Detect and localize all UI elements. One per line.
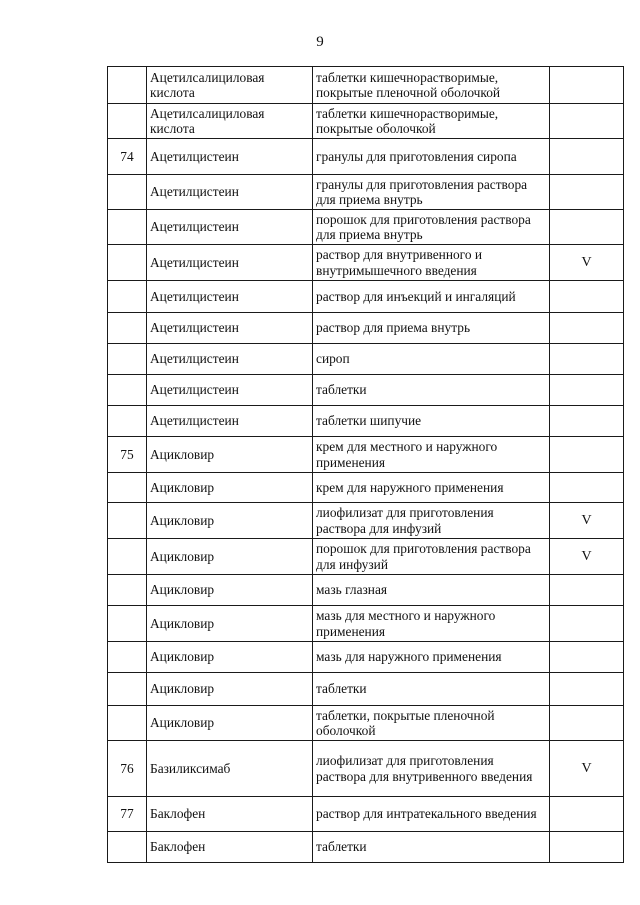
table-row [108, 139, 624, 175]
table-row [108, 797, 624, 832]
drug-name-cell: Ацетилсалициловая кислота [147, 104, 313, 139]
drug-name-cell: Ацетилцистеин [147, 281, 313, 313]
table-row [108, 406, 624, 437]
dosage-form-cell: крем для местного и наружного применения [313, 437, 550, 473]
row-number-cell [108, 406, 147, 437]
table-row [108, 245, 624, 281]
drug-name-cell: Ацетилцистеин [147, 344, 313, 375]
vital-mark-cell [550, 67, 624, 104]
dosage-form-cell: мазь глазная [313, 575, 550, 606]
drug-name-cell: Базиликсимаб [147, 741, 313, 797]
drug-name-cell: Ацикловир [147, 706, 313, 741]
table-row [108, 437, 624, 473]
dosage-form-cell: раствор для интратекального введения [313, 797, 550, 832]
vital-mark-cell [550, 210, 624, 245]
row-number-cell [108, 473, 147, 503]
vital-mark-cell: V [550, 245, 624, 281]
drug-name-cell: Ацетилцистеин [147, 210, 313, 245]
vital-mark-cell [550, 832, 624, 863]
table-row [108, 642, 624, 673]
vital-mark-cell [550, 642, 624, 673]
row-number-cell [108, 175, 147, 210]
row-number-cell: 74 [108, 139, 147, 175]
vital-mark-cell [550, 473, 624, 503]
dosage-form-cell: раствор для приема внутрь [313, 313, 550, 344]
table-row [108, 375, 624, 406]
drug-name-cell: Баклофен [147, 832, 313, 863]
dosage-form-cell: раствор для инъекций и ингаляций [313, 281, 550, 313]
table-row [108, 832, 624, 863]
table-row [108, 344, 624, 375]
dosage-form-cell: порошок для приготовления раствора для приема внутрь [313, 210, 550, 245]
drug-table [107, 66, 624, 863]
row-number-cell [108, 706, 147, 741]
row-number-cell: 77 [108, 797, 147, 832]
row-number-cell [108, 375, 147, 406]
drug-name-cell: Ацетилсалициловая кислота [147, 67, 313, 104]
dosage-form-cell: таблетки [313, 673, 550, 706]
drug-name-cell: Ацикловир [147, 673, 313, 706]
row-number-cell: 75 [108, 437, 147, 473]
dosage-form-cell: таблетки кишечнорастворимые, покрытые пленочной оболочкой [313, 67, 550, 104]
row-number-cell [108, 344, 147, 375]
row-number-cell [108, 606, 147, 642]
drug-name-cell: Ацикловир [147, 606, 313, 642]
vital-mark-cell [550, 673, 624, 706]
dosage-form-cell: крем для наружного применения [313, 473, 550, 503]
vital-mark-cell: V [550, 503, 624, 539]
vital-mark-cell [550, 406, 624, 437]
vital-mark-cell [550, 606, 624, 642]
dosage-form-cell: гранулы для приготовления сиропа [313, 139, 550, 175]
dosage-form-cell: порошок для приготовления раствора для инфузий [313, 539, 550, 575]
drug-name-cell: Ацетилцистеин [147, 139, 313, 175]
row-number-cell: 76 [108, 741, 147, 797]
vital-mark-cell: V [550, 741, 624, 797]
drug-name-cell: Ацикловир [147, 539, 313, 575]
page-number: 9 [316, 34, 324, 50]
dosage-form-cell: таблетки [313, 375, 550, 406]
dosage-form-cell: таблетки шипучие [313, 406, 550, 437]
vital-mark-cell [550, 706, 624, 741]
table-row [108, 575, 624, 606]
table-row [108, 606, 624, 642]
vital-mark-cell [550, 175, 624, 210]
table-row [108, 741, 624, 797]
drug-name-cell: Ацикловир [147, 437, 313, 473]
vital-mark-cell [550, 437, 624, 473]
row-number-cell [108, 104, 147, 139]
row-number-cell [108, 67, 147, 104]
table-row [108, 67, 624, 104]
drug-name-cell: Ацетилцистеин [147, 245, 313, 281]
table-row [108, 473, 624, 503]
drug-name-cell: Ацетилцистеин [147, 406, 313, 437]
drug-name-cell: Ацетилцистеин [147, 313, 313, 344]
row-number-cell [108, 642, 147, 673]
vital-mark-cell [550, 104, 624, 139]
table-row [108, 539, 624, 575]
drug-name-cell: Ацикловир [147, 503, 313, 539]
row-number-cell [108, 281, 147, 313]
table-row [108, 281, 624, 313]
table-row [108, 175, 624, 210]
row-number-cell [108, 245, 147, 281]
dosage-form-cell: таблетки [313, 832, 550, 863]
vital-mark-cell [550, 575, 624, 606]
drug-name-cell: Ацетилцистеин [147, 175, 313, 210]
vital-mark-cell [550, 313, 624, 344]
dosage-form-cell: гранулы для приготовления раствора для приема внутрь [313, 175, 550, 210]
drug-name-cell: Ацетилцистеин [147, 375, 313, 406]
vital-mark-cell [550, 139, 624, 175]
drug-name-cell: Ацикловир [147, 575, 313, 606]
row-number-cell [108, 832, 147, 863]
dosage-form-cell: лиофилизат для приготовления раствора для внутривенного введения [313, 741, 550, 797]
vital-mark-cell [550, 281, 624, 313]
table-row [108, 210, 624, 245]
table-row [108, 313, 624, 344]
row-number-cell [108, 313, 147, 344]
dosage-form-cell: раствор для внутривенного и внутримышечного введения [313, 245, 550, 281]
vital-mark-cell [550, 375, 624, 406]
row-number-cell [108, 673, 147, 706]
table-row [108, 503, 624, 539]
dosage-form-cell: сироп [313, 344, 550, 375]
drug-name-cell: Баклофен [147, 797, 313, 832]
row-number-cell [108, 575, 147, 606]
row-number-cell [108, 539, 147, 575]
vital-mark-cell [550, 344, 624, 375]
dosage-form-cell: таблетки кишечнорастворимые, покрытые оболочкой [313, 104, 550, 139]
dosage-form-cell: мазь для наружного применения [313, 642, 550, 673]
table-row [108, 706, 624, 741]
row-number-cell [108, 210, 147, 245]
dosage-form-cell: таблетки, покрытые пленочной оболочкой [313, 706, 550, 741]
table-row [108, 673, 624, 706]
row-number-cell [108, 503, 147, 539]
dosage-form-cell: мазь для местного и наружного применения [313, 606, 550, 642]
drug-name-cell: Ацикловир [147, 473, 313, 503]
table-row [108, 104, 624, 139]
vital-mark-cell: V [550, 539, 624, 575]
dosage-form-cell: лиофилизат для приготовления раствора для инфузий [313, 503, 550, 539]
drug-name-cell: Ацикловир [147, 642, 313, 673]
vital-mark-cell [550, 797, 624, 832]
